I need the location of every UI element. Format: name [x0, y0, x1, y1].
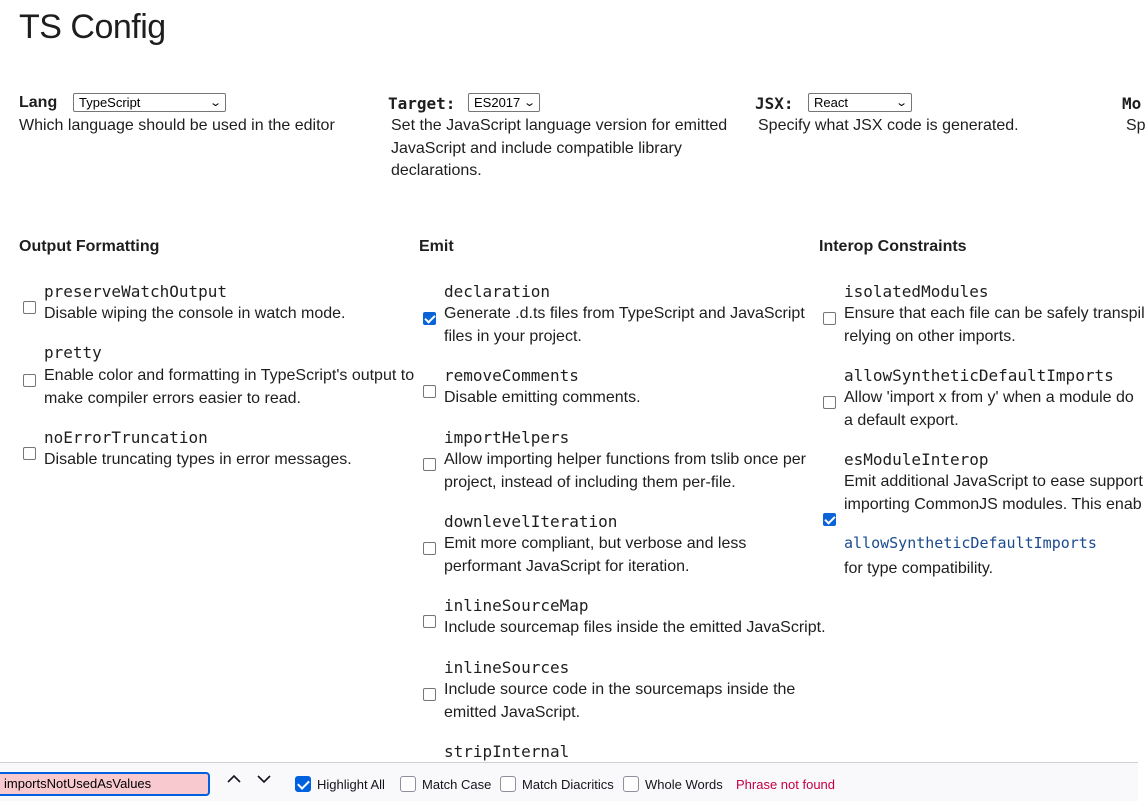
jsx-select-value: React: [814, 95, 848, 110]
option-name-isolatedModules: isolatedModules: [844, 282, 989, 301]
match-diacritics-checkbox[interactable]: [500, 776, 516, 792]
option-name-preserveWatchOutput: preserveWatchOutput: [44, 282, 228, 301]
target-select[interactable]: [468, 93, 540, 112]
whole-words-checkbox[interactable]: [623, 776, 639, 792]
find-status: Phrase not found: [736, 777, 836, 792]
option-name-inlineSources: inlineSources: [444, 658, 570, 677]
match-diacritics-label[interactable]: Match Diacritics: [522, 777, 614, 792]
option-desc-pretty: Enable color and formatting in TypeScript's output to make compiler errors easier to read.: [44, 367, 415, 407]
option-desc-allowSyntheticDefaultImports: Allow 'import x from y' when a module do a default export.: [844, 389, 1134, 429]
lang-select-value: TypeScript: [79, 95, 141, 110]
jsx-label: JSX:: [755, 94, 794, 113]
checkbox-preserveWatchOutput[interactable]: [23, 301, 36, 314]
option-desc-downlevelIteration: Emit more compliant, but verbose and less performant JavaScript for iteration.: [444, 535, 747, 575]
jsx-description: Specify what JSX code is generated.: [758, 117, 1019, 134]
option-name-stripInternal: stripInternal: [444, 742, 570, 761]
checkbox-inlineSources[interactable]: [423, 688, 436, 701]
option-name-importHelpers: importHelpers: [444, 428, 570, 447]
option-name-downlevelIteration: downlevelIteration: [444, 512, 618, 531]
highlight-all-checkbox[interactable]: [295, 776, 311, 792]
option-desc-declaration: Generate .d.ts files from TypeScript and JavaScript files in your project.: [444, 305, 805, 345]
option-desc-importHelpers: Allow importing helper functions from tslib once per project, instead of including them per-file.: [444, 451, 806, 491]
checkbox-allowSyntheticDefaultImports[interactable]: [823, 396, 836, 409]
match-case-checkbox[interactable]: [400, 776, 416, 792]
page-title: TS Config: [19, 8, 166, 46]
option-desc-inlineSources: Include source code in the sourcemaps inside the emitted JavaScript.: [444, 681, 796, 721]
checkbox-esModuleInterop[interactable]: [823, 513, 836, 526]
checkbox-downlevelIteration[interactable]: [423, 542, 436, 555]
lang-label: Lang: [19, 94, 58, 111]
option-name-allowSyntheticDefaultImports: allowSyntheticDefaultImports: [844, 366, 1114, 385]
section-title-interop: Interop Constraints: [819, 238, 967, 255]
option-name-inlineSourceMap: inlineSourceMap: [444, 596, 589, 615]
checkbox-removeComments[interactable]: [423, 385, 436, 398]
option-desc-removeComments: Disable emitting comments.: [444, 389, 641, 406]
checkbox-isolatedModules[interactable]: [823, 312, 836, 325]
option-name-esModuleInterop: esModuleInterop: [844, 450, 989, 469]
option-desc-tail-esModuleInterop: for type compatibility.: [844, 560, 994, 577]
chevron-down-icon: ⌄: [522, 97, 536, 109]
option-desc-noErrorTruncation: Disable truncating types in error messages.: [44, 451, 352, 468]
option-name-removeComments: removeComments: [444, 366, 579, 385]
module-label: Mo: [1122, 94, 1142, 113]
inline-code-allowSyntheticDefaultImports: allowSyntheticDefaultImports: [844, 534, 1097, 552]
checkbox-pretty[interactable]: [23, 374, 36, 387]
target-label: Target:: [388, 94, 456, 113]
checkbox-inlineSourceMap[interactable]: [423, 615, 436, 628]
option-desc-inlineSourceMap: Include sourcemap files inside the emitted JavaScript.: [444, 619, 826, 636]
find-bar: [0, 762, 1138, 801]
chevron-down-icon: ⌄: [894, 97, 908, 109]
target-select-value: ES2017: [474, 95, 521, 110]
lang-description: Which language should be used in the editor: [19, 117, 335, 134]
module-description: Sp: [1126, 117, 1146, 134]
chevron-down-icon: ⌄: [208, 97, 222, 109]
option-name-pretty: pretty: [44, 343, 102, 362]
option-desc-esModuleInterop: Emit additional JavaScript to ease support importing CommonJS modules. This enab: [844, 473, 1143, 513]
target-description: Set the JavaScript language version for emitted JavaScript and include compatible library declarations.: [391, 117, 728, 179]
whole-words-label[interactable]: Whole Words: [645, 777, 723, 792]
option-name-declaration: declaration: [444, 282, 550, 301]
lang-select[interactable]: [73, 93, 226, 112]
checkbox-declaration[interactable]: [423, 312, 436, 325]
jsx-select[interactable]: [808, 93, 912, 112]
section-title-emit: Emit: [419, 238, 454, 255]
checkbox-noErrorTruncation[interactable]: [23, 447, 36, 460]
match-case-label[interactable]: Match Case: [422, 777, 492, 792]
find-next-button[interactable]: [256, 771, 272, 792]
find-previous-button[interactable]: [226, 771, 242, 792]
option-desc-preserveWatchOutput: Disable wiping the console in watch mode.: [44, 305, 346, 322]
highlight-all-label[interactable]: Highlight All: [317, 777, 385, 792]
section-title-output-formatting: Output Formatting: [19, 238, 160, 255]
checkbox-importHelpers[interactable]: [423, 458, 436, 471]
option-desc-isolatedModules: Ensure that each file can be safely transpil relying on other imports.: [844, 305, 1145, 345]
chevron-up-icon: [226, 771, 242, 787]
chevron-down-icon: [256, 771, 272, 787]
option-name-noErrorTruncation: noErrorTruncation: [44, 428, 208, 447]
find-input[interactable]: importsNotUsedAsValues: [0, 772, 210, 796]
